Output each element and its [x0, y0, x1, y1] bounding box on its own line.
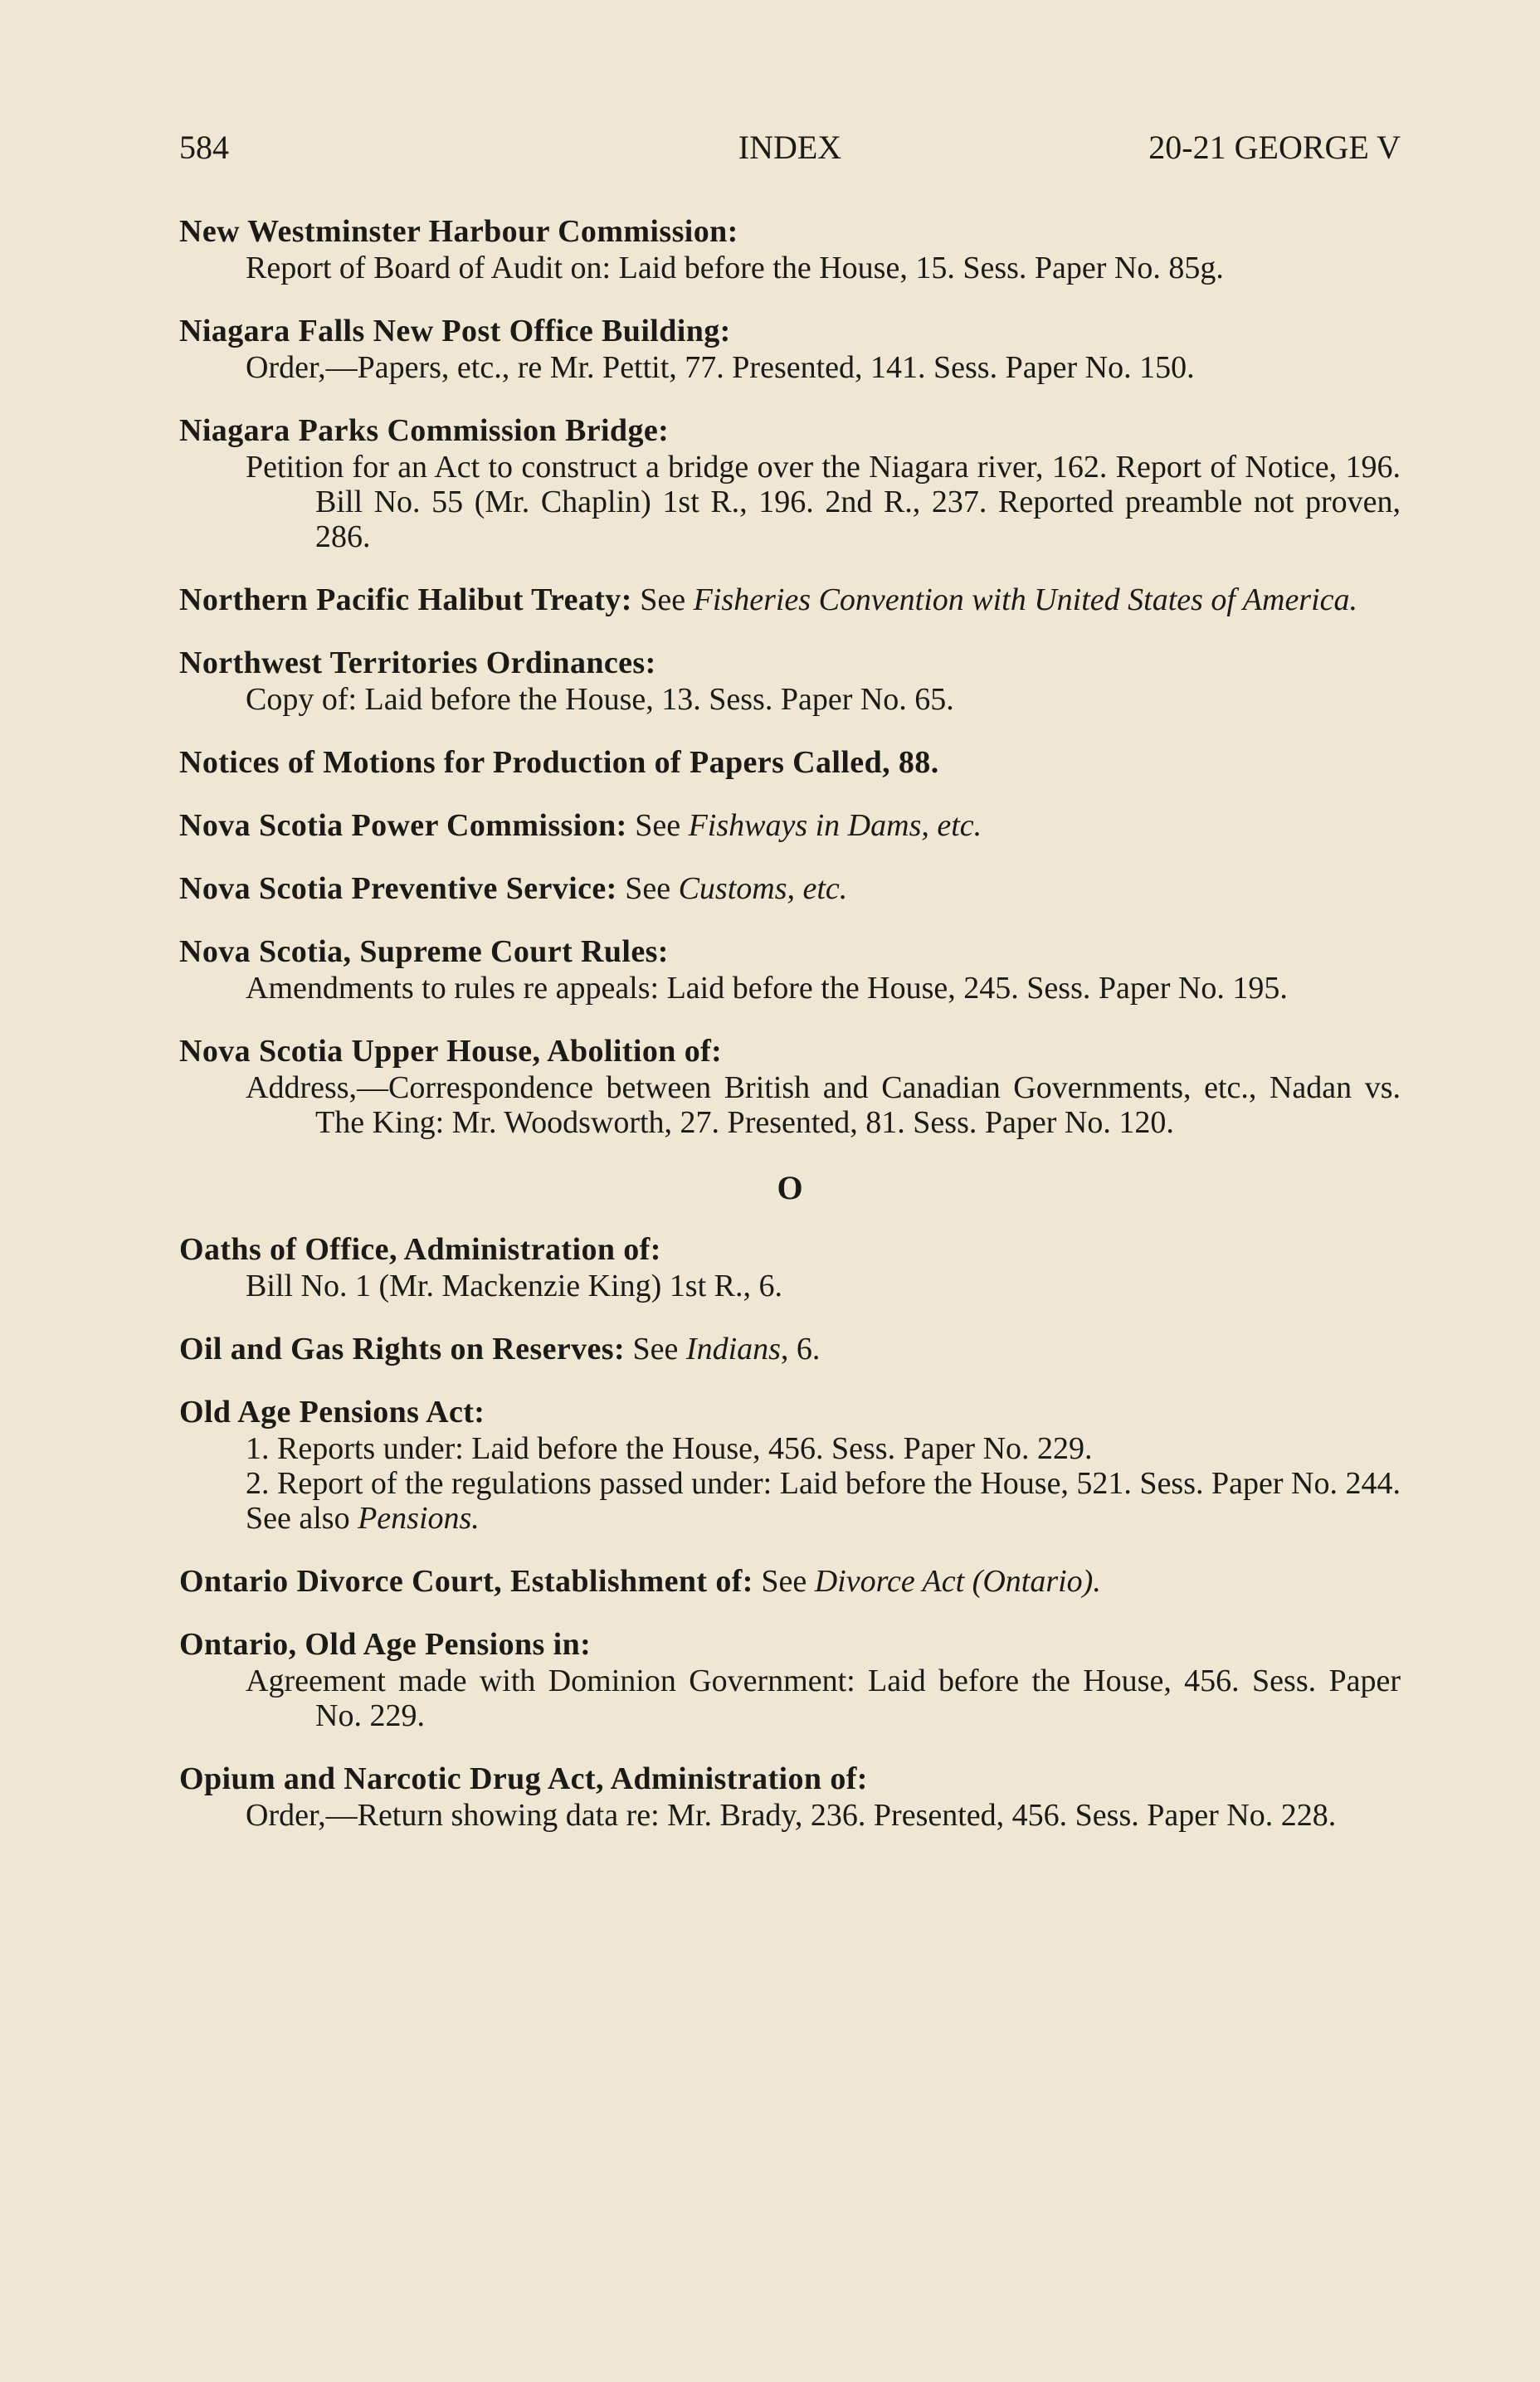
entry-text: Agreement made with Dominion Government: Laid before the House, 456. Sess. Paper No. 229.: [246, 1664, 1401, 1733]
cross-reference: Divorce Act (Ontario).: [814, 1564, 1101, 1599]
entry-text: Order,—Papers, etc., re Mr. Pettit, 77. Presented, 141. Sess. Paper No. 150.: [246, 350, 1195, 385]
entry-text: Amendments to rules re appeals: Laid before the House, 245. Sess. Paper No. 195.: [246, 971, 1288, 1006]
cross-reference: Pensions.: [358, 1501, 480, 1536]
index-entry: [179, 808, 1401, 843]
see-word: See: [640, 582, 686, 617]
see-word: See: [635, 808, 681, 843]
see-word: See: [632, 1332, 679, 1366]
index-entry: [179, 1034, 1401, 1140]
entry-heading: Niagara Falls New Post Office Building:: [179, 314, 731, 348]
item-number: 1.: [246, 1431, 270, 1466]
index-entry: [179, 582, 1401, 617]
entry-heading: Old Age Pensions Act:: [179, 1395, 485, 1430]
cross-reference: Indians: [685, 1332, 781, 1366]
index-entry: [179, 1761, 1401, 1833]
index-entry: [179, 413, 1401, 554]
entry-heading: Nova Scotia Upper House, Abolition of:: [179, 1034, 723, 1069]
entry-heading: Notices of Motions for Production of Papers Called, 88.: [179, 745, 939, 780]
entry-heading: Nova Scotia, Supreme Court Rules:: [179, 934, 669, 969]
list-item: [179, 1431, 1401, 1466]
see-also-line: [179, 1501, 1401, 1536]
index-entry: [179, 1232, 1401, 1303]
entry-text: Report of Board of Audit on: Laid before the House, 15. Sess. Paper No. 85g.: [246, 251, 1224, 285]
entry-text: Petition for an Act to construct a bridge over the Niagara river, 162. Report of Notice, 196. Bill No. 55 (Mr. Chaplin) 1st R., 196. 2nd R., 237. Reported preamble not proven, 286.: [246, 450, 1401, 554]
entry-text: Copy of: Laid before the House, 13. Sess. Paper No. 65.: [246, 682, 954, 717]
entry-heading: Niagara Parks Commission Bridge:: [179, 413, 670, 448]
see-word: See: [761, 1564, 807, 1599]
entry-heading: Nova Scotia Power Commission:: [179, 808, 627, 843]
index-entry: [179, 934, 1401, 1006]
cross-reference: Fishways in Dams, etc.: [688, 808, 982, 843]
entry-heading: Oaths of Office, Administration of:: [179, 1232, 661, 1267]
section-letter: O: [777, 1169, 803, 1206]
item-text: Report of the regulations passed under: Laid before the House, 521. Sess. Paper No. 244.: [277, 1466, 1401, 1501]
entry-text: Bill No. 1 (Mr. Mackenzie King) 1st R., 6.: [246, 1269, 782, 1303]
cross-reference: Customs, etc.: [678, 871, 848, 906]
cross-reference-page: , 6.: [780, 1332, 821, 1366]
page-number: 584: [179, 129, 229, 166]
entry-text: Address,—Correspondence between British and Canadian Governments, etc., Nadan vs. The King: Mr. Woodsworth, 27. Presented, 81. Sess. Paper No. 120.: [246, 1070, 1401, 1140]
entry-heading: Northern Pacific Halibut Treaty:: [179, 582, 632, 617]
entry-heading: Oil and Gas Rights on Reserves:: [179, 1332, 626, 1366]
index-entry: [179, 314, 1401, 385]
entry-heading: Ontario Divorce Court, Establishment of:: [179, 1564, 753, 1599]
index-entries: [179, 214, 1401, 1833]
cross-reference: Fisheries Convention with United States of America.: [693, 582, 1358, 617]
index-entry: [179, 645, 1401, 717]
item-text: Reports under: Laid before the House, 456. Sess. Paper No. 229.: [277, 1431, 1093, 1466]
running-head: [179, 124, 1401, 171]
entry-heading: Opium and Narcotic Drug Act, Administration of:: [179, 1761, 868, 1796]
index-entry: [179, 1627, 1401, 1733]
header-regnal-year: 20-21 GEORGE V: [1148, 129, 1401, 166]
numbered-subentries: [179, 1431, 1401, 1501]
index-entry: [179, 871, 1401, 906]
entry-heading: New Westminster Harbour Commission:: [179, 214, 738, 249]
see-word: See: [625, 871, 671, 906]
index-entry: [179, 1395, 1401, 1536]
header-title: INDEX: [738, 129, 842, 166]
item-number: 2.: [246, 1466, 270, 1501]
index-entry: [179, 1564, 1401, 1599]
entry-text: Order,—Return showing data re: Mr. Brady, 236. Presented, 456. Sess. Paper No. 228.: [246, 1798, 1337, 1833]
index-entry: [179, 745, 1401, 780]
entry-heading: Nova Scotia Preventive Service:: [179, 871, 617, 906]
entry-heading: Ontario, Old Age Pensions in:: [179, 1627, 592, 1662]
index-entry: [179, 214, 1401, 285]
see-also-word: See also: [246, 1501, 350, 1536]
entry-heading: Northwest Territories Ordinances:: [179, 645, 656, 680]
index-entry: [179, 1332, 1401, 1366]
list-item: [179, 1466, 1401, 1501]
